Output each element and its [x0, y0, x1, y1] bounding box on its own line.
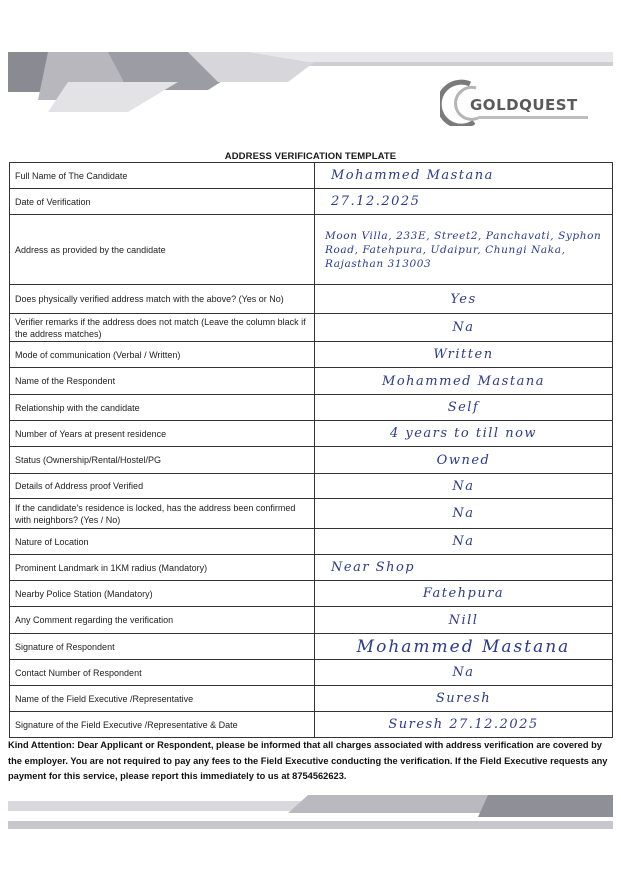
table-row	[10, 368, 613, 395]
field-label: Details of Address proof Verified	[10, 474, 315, 499]
field-value: Moon Villa, 233E, Street2, Panchavati, Syphon Road, Fatehpura, Udaipur, Chungi Naka, Rajasthan 313003	[315, 215, 613, 285]
field-value: Na	[315, 314, 613, 342]
respondent-signature: Mohammed Mastana	[315, 634, 613, 660]
table-row	[10, 342, 613, 368]
kind-attention-notice	[8, 738, 614, 785]
table-row	[10, 581, 613, 607]
field-label: Verifier remarks if the address does not match (Leave the column black if the address matches)	[10, 314, 315, 342]
table-row	[10, 189, 613, 215]
field-label: Number of Years at present residence	[10, 421, 315, 447]
table-row	[10, 421, 613, 447]
field-value: Mohammed Mastana	[315, 368, 613, 395]
table-row	[10, 607, 613, 634]
field-label: Name of the Field Executive /Representative	[10, 686, 315, 712]
field-value: Near Shop	[315, 555, 613, 581]
table-row	[10, 712, 613, 738]
field-label: Full Name of The Candidate	[10, 163, 315, 189]
table-row	[10, 395, 613, 421]
field-value: Nill	[315, 607, 613, 634]
notice-lead: Kind Attention:	[8, 740, 75, 750]
field-label: Signature of Respondent	[10, 634, 315, 660]
field-label: If the candidate's residence is locked, has the address been confirmed with neighbors? (Yes / No)	[10, 499, 315, 529]
field-value: Fatehpura	[315, 581, 613, 607]
footer-banner	[8, 795, 613, 831]
document-title: ADDRESS VERIFICATION TEMPLATE	[224, 151, 397, 162]
table-row	[10, 660, 613, 686]
field-label: Nature of Location	[10, 529, 315, 555]
field-label: Prominent Landmark in 1KM radius (Mandatory)	[10, 555, 315, 581]
field-value: Written	[315, 342, 613, 368]
field-executive-signature: Suresh 27.12.2025	[315, 712, 613, 738]
table-row	[10, 163, 613, 189]
table-row	[10, 314, 613, 342]
field-value: Suresh	[315, 686, 613, 712]
table-row	[10, 499, 613, 529]
table-row	[10, 529, 613, 555]
table-row	[10, 634, 613, 660]
field-label: Status (Ownership/Rental/Hostel/PG	[10, 447, 315, 474]
field-label: Date of Verification	[10, 189, 315, 215]
field-label: Mode of communication (Verbal / Written)	[10, 342, 315, 368]
table-row	[10, 555, 613, 581]
logo-tagline-bar	[478, 116, 588, 119]
field-label: Relationship with the candidate	[10, 395, 315, 421]
field-label: Name of the Respondent	[10, 368, 315, 395]
company-logo-text: GOLDQUEST	[470, 96, 578, 114]
field-value: 27.12.2025	[315, 189, 613, 215]
notice-text: Dear Applicant or Respondent, please be informed that all charges associated with address verification are covered by the employer. You are not required to pay any fees to the Field Executive conducting the verification. If the Field Executive requests any payment for this service, please report this immediately to us at 8754562623.	[8, 740, 608, 781]
field-label: Address as provided by the candidate	[10, 215, 315, 285]
field-label: Does physically verified address match with the above? (Yes or No)	[10, 285, 315, 314]
field-value: Na	[315, 529, 613, 555]
field-label: Signature of the Field Executive /Representative & Date	[10, 712, 315, 738]
table-row	[10, 686, 613, 712]
field-label: Contact Number of Respondent	[10, 660, 315, 686]
field-value: Na	[315, 660, 613, 686]
field-value: 4 years to till now	[315, 421, 613, 447]
field-value: Self	[315, 395, 613, 421]
table-row	[10, 447, 613, 474]
verification-form-table	[9, 162, 613, 738]
field-value: Yes	[315, 285, 613, 314]
field-label: Any Comment regarding the verification	[10, 607, 315, 634]
table-row	[10, 215, 613, 285]
field-value: Mohammed Mastana	[315, 163, 613, 189]
field-value: Na	[315, 474, 613, 499]
field-value: Na	[315, 499, 613, 529]
field-label: Nearby Police Station (Mandatory)	[10, 581, 315, 607]
table-row	[10, 474, 613, 499]
table-row	[10, 285, 613, 314]
field-value: Owned	[315, 447, 613, 474]
